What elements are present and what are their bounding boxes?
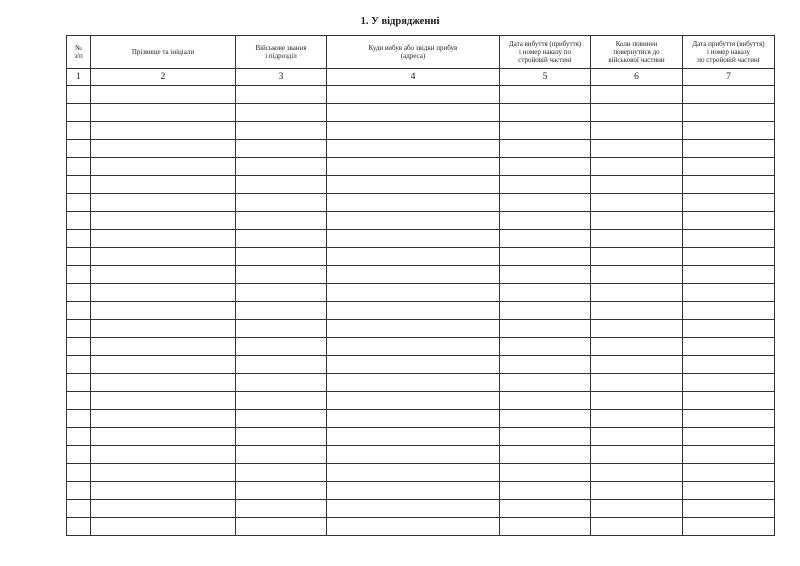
table-row [67, 122, 775, 140]
column-number: 5 [500, 69, 591, 86]
table-cell[interactable] [327, 410, 500, 428]
table-cell[interactable] [591, 86, 683, 104]
table-cell[interactable] [500, 266, 591, 284]
table-cell[interactable] [683, 140, 775, 158]
table-cell[interactable] [67, 230, 91, 248]
table-cell[interactable] [236, 464, 327, 482]
table-cell[interactable] [91, 392, 236, 410]
table-cell[interactable] [591, 122, 683, 140]
table-cell[interactable] [500, 248, 591, 266]
table-cell[interactable] [91, 212, 236, 230]
table-cell[interactable] [683, 122, 775, 140]
table-row [67, 284, 775, 302]
table-cell[interactable] [591, 518, 683, 536]
table-cell[interactable] [327, 86, 500, 104]
table-cell[interactable] [236, 212, 327, 230]
table-cell[interactable] [500, 194, 591, 212]
table-cell[interactable] [67, 302, 91, 320]
table-cell[interactable] [500, 140, 591, 158]
table-cell[interactable] [500, 464, 591, 482]
table-cell[interactable] [67, 176, 91, 194]
table-row [67, 518, 775, 536]
table-cell[interactable] [236, 266, 327, 284]
table-cell[interactable] [236, 338, 327, 356]
column-header-destination: Куди вибув або звідки прибув (адреса) [327, 36, 500, 69]
table-cell[interactable] [91, 446, 236, 464]
table-cell[interactable] [500, 482, 591, 500]
column-number: 7 [683, 69, 775, 86]
table-cell[interactable] [91, 302, 236, 320]
table-cell[interactable] [500, 86, 591, 104]
table-cell[interactable] [591, 446, 683, 464]
table-cell[interactable] [91, 338, 236, 356]
table-cell[interactable] [683, 302, 775, 320]
table-cell[interactable] [327, 212, 500, 230]
table-cell[interactable] [67, 356, 91, 374]
table-cell[interactable] [91, 86, 236, 104]
table-cell[interactable] [683, 518, 775, 536]
table-cell[interactable] [591, 194, 683, 212]
table-cell[interactable] [91, 320, 236, 338]
table-cell[interactable] [500, 122, 591, 140]
table-cell[interactable] [683, 158, 775, 176]
table-cell[interactable] [500, 392, 591, 410]
table-cell[interactable] [236, 194, 327, 212]
table-cell[interactable] [236, 158, 327, 176]
table-cell[interactable] [236, 482, 327, 500]
table-row [67, 338, 775, 356]
column-header-rank-unit: Військове звання і підрозділ [236, 36, 327, 69]
table-cell[interactable] [327, 230, 500, 248]
table-cell[interactable] [327, 482, 500, 500]
table-row [67, 212, 775, 230]
table-row [67, 500, 775, 518]
table-cell[interactable] [500, 302, 591, 320]
table-cell[interactable] [67, 284, 91, 302]
table-cell[interactable] [683, 392, 775, 410]
table-cell[interactable] [67, 248, 91, 266]
table-cell[interactable] [591, 140, 683, 158]
table-cell[interactable] [683, 410, 775, 428]
table-cell[interactable] [327, 374, 500, 392]
table-cell[interactable] [683, 500, 775, 518]
table-cell[interactable] [91, 356, 236, 374]
table-cell[interactable] [683, 374, 775, 392]
table-cell[interactable] [67, 464, 91, 482]
table-cell[interactable] [236, 410, 327, 428]
table-cell[interactable] [327, 140, 500, 158]
table-cell[interactable] [500, 176, 591, 194]
table-cell[interactable] [591, 338, 683, 356]
table-cell[interactable] [591, 320, 683, 338]
table-cell[interactable] [67, 140, 91, 158]
table-cell[interactable] [591, 104, 683, 122]
table-cell[interactable] [683, 464, 775, 482]
table-cell[interactable] [236, 392, 327, 410]
table-cell[interactable] [500, 428, 591, 446]
table-cell[interactable] [67, 212, 91, 230]
table-cell[interactable] [327, 176, 500, 194]
table-cell[interactable] [327, 518, 500, 536]
table-row [67, 194, 775, 212]
table-row [67, 302, 775, 320]
table-cell[interactable] [591, 410, 683, 428]
table-cell[interactable] [500, 356, 591, 374]
table-row [67, 176, 775, 194]
table-cell[interactable] [236, 374, 327, 392]
table-cell[interactable] [500, 518, 591, 536]
table-cell[interactable] [236, 428, 327, 446]
table-cell[interactable] [683, 248, 775, 266]
table-cell[interactable] [236, 302, 327, 320]
table-cell[interactable] [91, 194, 236, 212]
table-cell[interactable] [591, 176, 683, 194]
table-cell[interactable] [500, 446, 591, 464]
table-cell[interactable] [683, 284, 775, 302]
table-row [67, 266, 775, 284]
table-cell[interactable] [236, 320, 327, 338]
table-cell[interactable] [67, 104, 91, 122]
table-cell[interactable] [327, 464, 500, 482]
table-cell[interactable] [67, 500, 91, 518]
table-cell[interactable] [500, 320, 591, 338]
table-cell[interactable] [683, 104, 775, 122]
table-cell[interactable] [91, 104, 236, 122]
table-cell[interactable] [236, 500, 327, 518]
table-cell[interactable] [91, 176, 236, 194]
table-cell[interactable] [500, 284, 591, 302]
table-cell[interactable] [91, 500, 236, 518]
table-cell[interactable] [236, 122, 327, 140]
page-title: 1. У відрядженні [360, 16, 440, 27]
header-row [67, 36, 775, 69]
table-row [67, 248, 775, 266]
table-cell[interactable] [591, 284, 683, 302]
table-cell[interactable] [236, 104, 327, 122]
table-row [67, 446, 775, 464]
table-cell[interactable] [91, 482, 236, 500]
table-cell[interactable] [91, 266, 236, 284]
table-cell[interactable] [67, 410, 91, 428]
table-cell[interactable] [683, 176, 775, 194]
table-cell[interactable] [591, 374, 683, 392]
column-header-arrival-date: Дата прибуття (вибуття) і номер наказу по стройовій частині [683, 36, 775, 69]
table-cell[interactable] [591, 230, 683, 248]
table-cell[interactable] [91, 248, 236, 266]
table-cell[interactable] [500, 500, 591, 518]
table-cell[interactable] [683, 482, 775, 500]
table-cell[interactable] [67, 194, 91, 212]
table-cell[interactable] [591, 464, 683, 482]
table-cell[interactable] [236, 284, 327, 302]
table-row [67, 230, 775, 248]
table-cell[interactable] [91, 374, 236, 392]
table-row [67, 428, 775, 446]
table-cell[interactable] [591, 428, 683, 446]
table-cell[interactable] [327, 122, 500, 140]
table-cell[interactable] [683, 338, 775, 356]
table-row [67, 356, 775, 374]
table-cell[interactable] [67, 320, 91, 338]
table-cell[interactable] [327, 266, 500, 284]
table-cell[interactable] [91, 518, 236, 536]
column-number-row [67, 69, 775, 86]
table-cell[interactable] [91, 140, 236, 158]
table-cell[interactable] [500, 410, 591, 428]
table-cell[interactable] [500, 230, 591, 248]
table-cell[interactable] [327, 248, 500, 266]
table-row [67, 464, 775, 482]
column-header-return-due: Коли повинен повернутися до військової частини [591, 36, 683, 69]
column-header-number: № з/п [67, 36, 91, 69]
table-cell[interactable] [91, 284, 236, 302]
table-cell[interactable] [67, 392, 91, 410]
table-cell[interactable] [236, 230, 327, 248]
table-row [67, 320, 775, 338]
table-cell[interactable] [67, 86, 91, 104]
table-cell[interactable] [591, 212, 683, 230]
table-cell[interactable] [683, 446, 775, 464]
table-cell[interactable] [327, 194, 500, 212]
table-cell[interactable] [67, 374, 91, 392]
column-number: 4 [327, 69, 500, 86]
table-cell[interactable] [327, 302, 500, 320]
table-cell[interactable] [591, 356, 683, 374]
table-row [67, 410, 775, 428]
table-cell[interactable] [327, 284, 500, 302]
table-cell[interactable] [683, 266, 775, 284]
table-cell[interactable] [91, 230, 236, 248]
table-row [67, 482, 775, 500]
table-cell[interactable] [683, 230, 775, 248]
table-cell[interactable] [67, 122, 91, 140]
table-cell[interactable] [327, 446, 500, 464]
table-row [67, 104, 775, 122]
table-cell[interactable] [327, 428, 500, 446]
table-cell[interactable] [500, 338, 591, 356]
column-number: 1 [67, 69, 91, 86]
table-row [67, 374, 775, 392]
table-cell[interactable] [591, 248, 683, 266]
table-cell[interactable] [327, 392, 500, 410]
table-cell[interactable] [67, 446, 91, 464]
table-row [67, 86, 775, 104]
table-cell[interactable] [91, 428, 236, 446]
table-cell[interactable] [91, 122, 236, 140]
table-cell[interactable] [500, 158, 591, 176]
table-cell[interactable] [327, 158, 500, 176]
table-cell[interactable] [500, 374, 591, 392]
table-cell[interactable] [327, 104, 500, 122]
table-cell[interactable] [236, 140, 327, 158]
table-cell[interactable] [683, 212, 775, 230]
table-cell[interactable] [683, 428, 775, 446]
table-cell[interactable] [500, 104, 591, 122]
table-cell[interactable] [327, 500, 500, 518]
column-header-name: Прізвище та ініціали [91, 36, 236, 69]
table-cell[interactable] [327, 338, 500, 356]
table-cell[interactable] [591, 302, 683, 320]
table-cell[interactable] [67, 482, 91, 500]
table-cell[interactable] [591, 482, 683, 500]
table-cell[interactable] [91, 158, 236, 176]
table-cell[interactable] [236, 446, 327, 464]
table-cell[interactable] [591, 158, 683, 176]
column-number: 3 [236, 69, 327, 86]
table-cell[interactable] [67, 158, 91, 176]
table-row [67, 392, 775, 410]
table-cell[interactable] [683, 356, 775, 374]
table-cell[interactable] [236, 248, 327, 266]
table-row [67, 140, 775, 158]
table-cell[interactable] [236, 86, 327, 104]
table-body [67, 86, 775, 536]
column-number: 6 [591, 69, 683, 86]
table-cell[interactable] [591, 392, 683, 410]
column-header-departure-date: Дата вибуття (прибуття) і номер наказу по стройовій частині [500, 36, 591, 69]
register-table [66, 35, 775, 536]
table-cell[interactable] [591, 500, 683, 518]
table-cell[interactable] [591, 266, 683, 284]
table-cell[interactable] [67, 338, 91, 356]
table-cell[interactable] [327, 356, 500, 374]
table-cell[interactable] [67, 428, 91, 446]
table-cell[interactable] [327, 320, 500, 338]
table-cell[interactable] [236, 356, 327, 374]
table-cell[interactable] [683, 194, 775, 212]
table-cell[interactable] [91, 410, 236, 428]
table-row [67, 158, 775, 176]
table-cell[interactable] [236, 518, 327, 536]
table-cell[interactable] [500, 212, 591, 230]
table-cell[interactable] [683, 320, 775, 338]
table-cell[interactable] [683, 86, 775, 104]
table-cell[interactable] [67, 266, 91, 284]
table-cell[interactable] [236, 176, 327, 194]
table-cell[interactable] [91, 464, 236, 482]
column-number: 2 [91, 69, 236, 86]
table-cell[interactable] [67, 518, 91, 536]
